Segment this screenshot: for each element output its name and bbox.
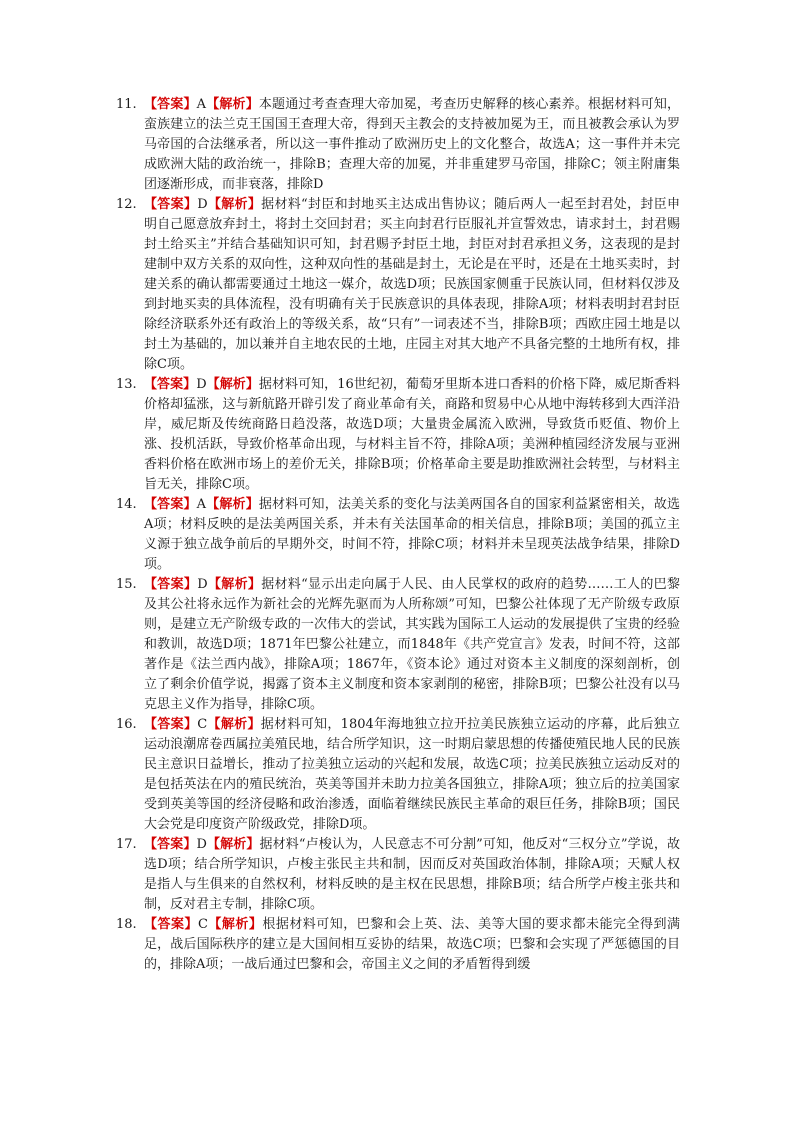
answer-letter: A (196, 97, 207, 112)
answer-letter: D (197, 197, 208, 212)
answer-item-14 (116, 495, 680, 575)
analysis-text: 据材料“卢梭认为，人民意志不可分割”可知，他反对“三权分立”学说，故选D项；结合所学知识，卢梭主张民主共和制，因而反对英国政治体制，排除A项；天赋人权是指人与生俱来的自然权利，材料反映的是主权在民思想，排除B项；结合所学卢梭主张共和制，反对君主专制，排除C项。 (144, 837, 680, 912)
analysis-tag: 【解析】 (207, 717, 261, 732)
analysis-text: 据材料可知，16世纪初，葡萄牙里斯本进口香料的价格下降，威尼斯香料价格却猛涨，这与新航路开辟引发了商业革命有关，商路和贸易中心从地中海转移到大西洋沿岸，威尼斯及传统商路日趋没落，故选D项；大量贵金属流入欧洲，导致货币贬值、物价上涨、投机活跃，导致价格革命出现，与材料主旨不符，排除A项；美洲种植园经济发展与亚洲香料价格在欧洲市场上的差价无关，排除B项；价格革命主要是助推欧洲社会转型，与材料主旨无关，排除C项。 (144, 377, 680, 492)
analysis-text: 据材料“封臣和封地买主达成出售协议；随后两人一起至封君处，封臣申明自己愿意放弃封土，将封土交回封君；买主向封君行臣服礼并宣誓效忠，请求封土，封君赐封土给买主”并结合基础知识可知，封君赐予封臣土地，封臣对封君承担义务，这表现的是封建制中双方关系的双向性，这种双向性的基础是封土，无论是在平时，还是在土地买卖时，封建关系的确认都需要通过土地这一媒介，故选D项；民族国家侧重于民族认同，但材料仅涉及到封地买卖的具体流程，没有明确有关于民族意识的具体表现，排除A项；材料表明封君封臣除经济联系外还有政治上的等级关系，故“只有”一词表述不当，排除B项；西欧庄园土地是以封土为基础的，加以兼并自主地农民的土地，庄园主对其大地产不具备完整的土地所有权，排除C项。 (144, 197, 680, 372)
answer-letter: C (197, 917, 208, 932)
analysis-tag: 【解析】 (206, 377, 259, 392)
answer-letter: D (196, 837, 207, 852)
answer-tag: 【答案】 (144, 917, 198, 932)
analysis-text: 据材料可知，1804年海地独立拉开拉美民族独立运动的序幕，此后独立运动浪潮席卷西属拉美殖民地，结合所学知识，这一时期启蒙思想的传播使殖民地人民的民族民主意识日益增长，推动了拉美独立运动的兴起和发展，故选C项；拉美民族独立运动反对的是包括英法在内的殖民统治，英美等国并未助力拉美各国独立，排除A项；独立后的拉美国家受到英美等国的经济侵略和政治渗透，面临着继续民族民主革命的艰巨任务，排除B项；国民大会党是印度资产阶级政党，排除D项。 (144, 717, 680, 832)
question-number: 11. (116, 97, 137, 112)
answer-letter: A (196, 497, 207, 512)
answer-tag: 【答案】 (144, 837, 197, 852)
analysis-tag: 【解析】 (206, 97, 259, 112)
answer-letter: D (196, 377, 207, 392)
answer-explanation (144, 195, 680, 375)
analysis-tag: 【解析】 (207, 577, 262, 592)
answer-item-18 (116, 915, 680, 975)
analysis-text: 据材料“显示出走向属于人民、由人民掌权的政府的趋势……工人的巴黎及其公社将永远作为新社会的光辉先驱而为人所称颂”可知，巴黎公社体现了无产阶级专政原则，是建立无产阶级专政的一次伟大的尝试，其实践为国际工人运动的发展提供了宝贵的经验和教训，故选D项；1871年巴黎公社建立，而1848年《共产党宣言》发表，时间不符，这部著作是《法兰西内战》，排除A项；1867年，《资本论》通过对资本主义制度的深刻剖析，创立了剩余价值学说，揭露了资本主义制度和资本家剥削的秘密，排除B项；巴黎公社没有以马克思主义作为指导，排除C项。 (144, 577, 680, 712)
answer-letter: D (197, 577, 208, 592)
analysis-tag: 【解析】 (206, 497, 259, 512)
question-number: 13. (116, 377, 137, 392)
answer-item-13 (116, 375, 680, 495)
question-number: 18. (116, 917, 137, 932)
answer-explanation (144, 915, 680, 975)
question-number: 17. (116, 837, 137, 852)
answer-item-11 (116, 95, 680, 195)
answer-key-page (116, 95, 680, 975)
answer-item-12 (116, 195, 680, 375)
answer-item-15 (116, 575, 680, 715)
answer-explanation (144, 835, 680, 915)
analysis-text: 据材料可知，法美关系的变化与法美两国各自的国家利益紧密相关，故选A项；材料反映的是法美两国关系，并未有关法国革命的相关信息，排除B项；美国的孤立主义源于独立战争前后的早期外交，时间不符，排除C项；材料并未呈现英法战争结果，排除D项。 (144, 497, 680, 572)
answer-letter: C (197, 717, 208, 732)
answer-explanation (144, 575, 680, 715)
answer-tag: 【答案】 (144, 197, 198, 212)
question-number: 12. (116, 197, 137, 212)
answer-explanation (144, 495, 680, 575)
answer-explanation (144, 715, 680, 835)
analysis-text: 本题通过考查查理大帝加冕，考查历史解释的核心素养。根据材料可知，蛮族建立的法兰克王国国王查理大帝，得到天主教会的支持被加冕为王，而且被教会承认为罗马帝国的合法继承者，所以这一事件推动了欧洲历史上的文化整合，故选A；这一事件并未完成欧洲大陆的政治统一，排除B；查理大帝的加冕，并非重建罗马帝国，排除C；领主附庸集团逐渐形成，而非衰落，排除D (144, 97, 680, 192)
answer-explanation (144, 95, 680, 195)
analysis-tag: 【解析】 (207, 197, 262, 212)
answer-tag: 【答案】 (144, 377, 197, 392)
analysis-text: 根据材料可知，巴黎和会上英、法、美等大国的要求都未能完全得到满足，战后国际秩序的建立是大国间相互妥协的结果，故选C项；巴黎和会实现了严惩德国的目的，排除A项；一战后通过巴黎和会，帝国主义之间的矛盾暂得到缓 (144, 917, 680, 972)
answer-tag: 【答案】 (144, 717, 198, 732)
question-number: 15. (116, 577, 137, 592)
answer-tag: 【答案】 (144, 97, 197, 112)
answer-tag: 【答案】 (144, 577, 198, 592)
answer-explanation (144, 375, 680, 495)
analysis-tag: 【解析】 (206, 837, 260, 852)
answer-item-16 (116, 715, 680, 835)
answer-tag: 【答案】 (144, 497, 197, 512)
analysis-tag: 【解析】 (207, 917, 263, 932)
question-number: 16. (116, 717, 137, 732)
question-number: 14. (116, 497, 137, 512)
answer-item-17 (116, 835, 680, 915)
